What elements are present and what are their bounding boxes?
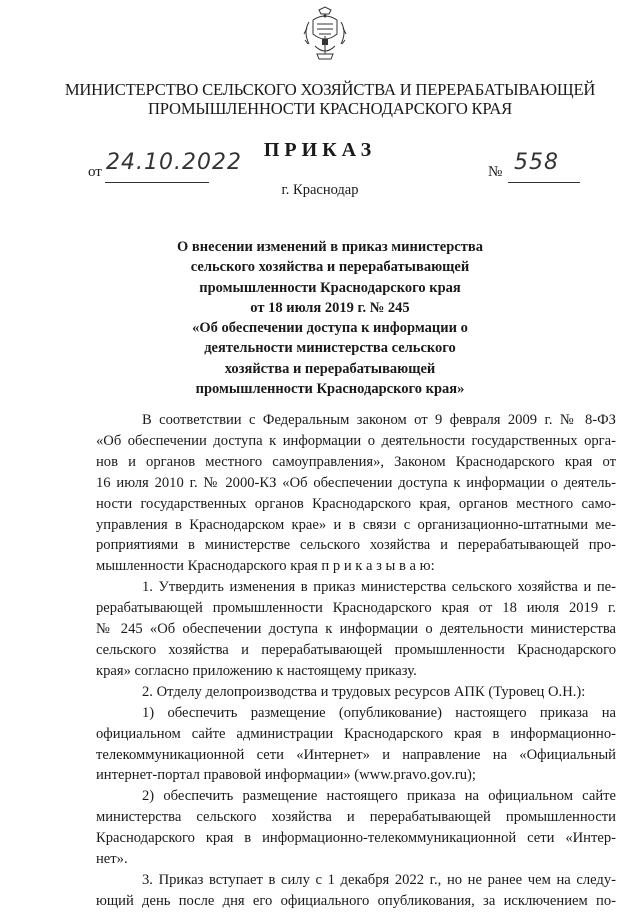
title-line: «Об обеспечении доступа к информации о <box>192 320 468 337</box>
ministry-name-line2: ПРОМЫШЛЕННОСТИ КРАСНОДАРСКОГО КРАЯ <box>148 99 512 118</box>
title-line: деятельности министерства сельского <box>204 340 456 357</box>
body-line: 2. Отделу делопроизводства и трудовых ресурсов АПК (Туровец О.Н.): <box>142 683 586 700</box>
body-line: управления в Краснодарском крае» и в связи с организационно-штатными ме- <box>96 516 616 533</box>
title-line: промышленности Краснодарского края» <box>195 381 465 398</box>
body-line: ющий день после дня его официального опубликования, за исключением по- <box>96 892 616 909</box>
body-line: официальном сайте администрации Краснодарского края в информационно- <box>96 725 616 742</box>
document-date: 24.10.2022 <box>106 150 242 175</box>
document-number: 558 <box>514 150 559 175</box>
date-prefix: от <box>88 164 102 180</box>
body-line: 2) обеспечить размещение настоящего приказа на официальном сайте <box>142 788 616 805</box>
body-line: края» согласно приложению к настоящему приказу. <box>96 662 417 679</box>
body-line: «Об обеспечении доступа к информации о деятельности государственных орга- <box>96 432 616 449</box>
body-line: мышленности Краснодарского края п р и к а з ы в а ю: <box>96 558 435 575</box>
body-line: Краснодарского края в информационно-телекоммуникационной сети «Интер- <box>96 830 616 847</box>
body-line: № 245 «Об обеспечении доступа к информации о деятельности министерства <box>96 621 616 638</box>
title-line: хозяйства и перерабатывающей <box>224 360 436 377</box>
body-line: министерства сельского хозяйства и перерабатывающей промышленности <box>96 809 616 826</box>
document-type: ПРИКАЗ <box>263 139 377 161</box>
body-line: В соответствии с Федеральным законом от 9 февраля 2009 г. № 8-ФЗ <box>142 412 616 428</box>
coat-of-arms-icon <box>303 6 347 62</box>
body-line: 1) обеспечить размещение (опубликование) настоящего приказа на <box>142 704 616 721</box>
body-line: 3. Приказ вступает в силу с 1 декабря 2022 г., но не ранее чем на следу- <box>142 871 616 888</box>
body-line: сельского хозяйства и перерабатывающей промышленности Краснодарского <box>96 641 616 658</box>
title-line: О внесении изменений в приказ министерства <box>177 239 483 255</box>
body-line: ности государственных органов Краснодарского края, органов местного само- <box>96 495 616 512</box>
body-line: 1. Утвердить изменения в приказ министерства сельского хозяйства и пе- <box>142 579 616 596</box>
body-line: роприятиями в министерстве сельского хозяйства и перерабатывающей про- <box>96 537 616 554</box>
body-line: телекоммуникационной сети «Интернет» и направление на «Официальный <box>96 746 616 763</box>
title-line: промышленности Краснодарского края <box>199 279 461 296</box>
ministry-name-line1: МИНИСТЕРСТВО СЕЛЬСКОГО ХОЗЯЙСТВА И ПЕРЕРАБАТЫВАЮЩЕЙ <box>64 80 596 99</box>
body-line: нет». <box>96 851 128 868</box>
document-body <box>96 410 616 912</box>
title-line: сельского хозяйства и перерабатывающей <box>190 259 470 276</box>
number-prefix: № <box>488 164 503 180</box>
body-line: нов и органов местного самоуправления», Законом Краснодарского края от <box>96 453 616 470</box>
body-line: рерабатывающей промышленности Краснодарского края от 18 июля 2019 г. <box>96 600 616 617</box>
body-line: интернет-портал правовой информации» (www.pravo.gov.ru); <box>96 767 476 784</box>
city: г. Краснодар <box>281 182 359 198</box>
body-line: 16 июля 2010 г. № 2000-КЗ «Об обеспечении доступа к информации о деятель- <box>96 474 616 491</box>
title-line: от 18 июля 2019 г. № 245 <box>250 299 410 316</box>
document-title <box>150 237 510 399</box>
